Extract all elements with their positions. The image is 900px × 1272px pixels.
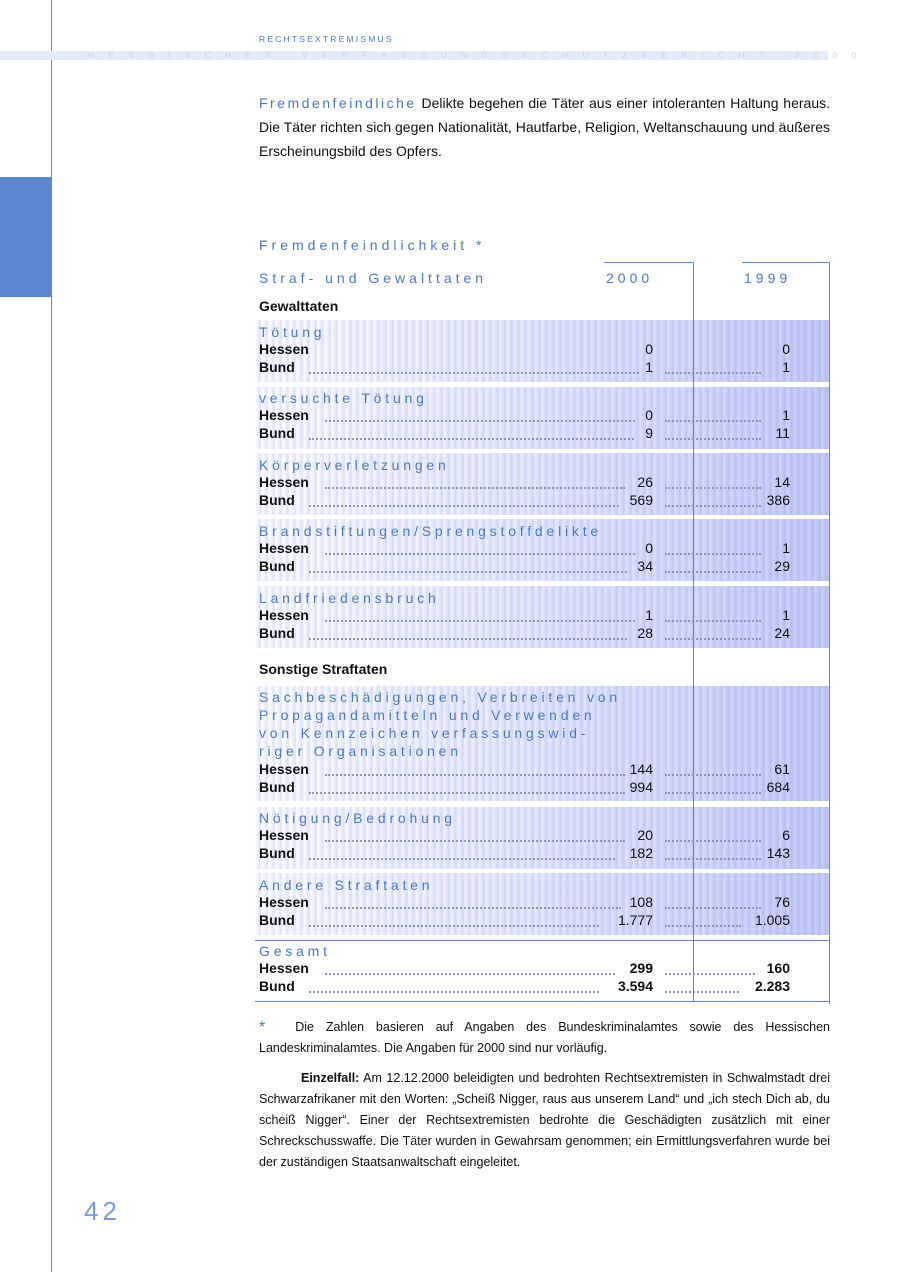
- leader-dots: [325, 618, 635, 622]
- value-2000: 28: [637, 625, 653, 641]
- table-row-bund: [259, 845, 793, 863]
- category-label: versuchte Tötung: [259, 390, 428, 406]
- leader-dots: [309, 370, 639, 374]
- value-1999: 61: [774, 761, 790, 777]
- leader-dots: [665, 772, 761, 776]
- table-row-hessen: [259, 407, 793, 425]
- row-label: Bund: [259, 779, 295, 795]
- page-number: 42: [84, 1196, 121, 1226]
- table-row-hessen: [259, 540, 793, 558]
- case-label: Einzelfall:: [301, 1071, 360, 1085]
- running-header-section: RECHTSEXTREMISMUS: [259, 34, 394, 44]
- row-label: Bund: [259, 558, 295, 574]
- value-2000: 108: [629, 894, 653, 910]
- value-1999: 1: [782, 540, 790, 556]
- row-label: Hessen: [259, 474, 309, 490]
- leader-dots: [665, 905, 761, 909]
- value-2000: 0: [645, 407, 653, 423]
- leader-dots: [665, 838, 761, 842]
- running-header-band: [0, 50, 871, 60]
- case-text: Am 12.12.2000 beleidigten und bedrohten Rechtsextremisten in Schwalmstadt drei Schwarzafrikaner mit den Worten: „Scheiß Nigger, raus aus unserem Land“ und „ich stech Dich ab, du scheiß Nigger“. Einer der Rechtsextremisten bedrohte die Geschädigten zusätzlich mit einer Schreckschusswaffe. Die Täter wurden in Gewahrsam genommen; ein Ermittlungsverfahren wurde bei der zuständigen Staatsanwaltschaft eingeleitet.: [259, 1071, 830, 1169]
- value-1999: 1: [782, 407, 790, 423]
- leader-dots: [325, 971, 615, 975]
- value-2000: 26: [637, 474, 653, 490]
- leader-dots: [665, 551, 761, 555]
- category-label-line: Sachbeschädigungen, Verbreiten von: [259, 689, 621, 705]
- table-row-hessen: [259, 894, 793, 912]
- value-1999: 1.005: [754, 912, 790, 928]
- value-1999: 11: [775, 425, 790, 441]
- header-rule: [742, 262, 830, 263]
- table-row-bund: [259, 625, 793, 643]
- leader-dots: [665, 485, 761, 489]
- value-2000: 569: [629, 492, 653, 508]
- value-1999: 14: [774, 474, 790, 490]
- value-2000: 20: [637, 827, 653, 843]
- footnote: [259, 1017, 830, 1059]
- leader-dots: [309, 503, 619, 507]
- table-row-bund: [259, 779, 793, 797]
- leader-dots: [325, 418, 635, 422]
- intro-text: Delikte begehen die Täter aus einer intoleranten Haltung heraus. Die Täter richten sich gegen Nationalität, Hautfarbe, Religion, Weltanschauung und äußeres Erscheinungsbild des Opfers.: [259, 95, 830, 159]
- leader-dots: [325, 838, 625, 842]
- row-label: Bund: [259, 425, 295, 441]
- leader-dots: [309, 989, 599, 993]
- value-1999: 143: [766, 845, 790, 861]
- table-row-bund-total: [259, 978, 793, 996]
- leader-dots: [325, 772, 625, 776]
- table-row-hessen: [259, 607, 793, 625]
- value-2000: 1.777: [617, 912, 653, 928]
- category-label: Andere Straftaten: [259, 877, 434, 893]
- table-row-hessen-total: [259, 960, 793, 978]
- leader-dots: [325, 485, 625, 489]
- leader-dots: [665, 636, 761, 640]
- total-value-2000: 299: [629, 960, 653, 976]
- category-label-line: riger Organisationen: [259, 743, 462, 759]
- column-header-1999: 1999: [744, 270, 792, 286]
- footnote-text: Die Zahlen basieren auf Angaben des Bundeskriminalamtes sowie des Hessischen Landeskriminalamtes. Die Angaben für 2000 sind nur vorläufig.: [259, 1020, 830, 1055]
- row-label: Bund: [259, 492, 295, 508]
- leader-dots: [665, 370, 761, 374]
- row-label: Hessen: [259, 960, 309, 976]
- value-2000: 144: [629, 761, 653, 777]
- table-row-hessen: [259, 341, 793, 359]
- value-1999: 29: [774, 558, 790, 574]
- category-label: Körperverletzungen: [259, 457, 450, 473]
- value-2000: 1: [645, 359, 653, 375]
- value-1999: 6: [782, 827, 790, 843]
- value-1999: 1: [782, 607, 790, 623]
- total-value-2000: 3.594: [617, 978, 653, 994]
- value-2000: 994: [629, 779, 653, 795]
- leader-dots: [665, 856, 761, 860]
- table-row-hessen: [259, 761, 793, 779]
- category-label: Brandstiftungen/Sprengstoffdelikte: [259, 523, 602, 539]
- row-label: Hessen: [259, 761, 309, 777]
- category-label: Nötigung/Bedrohung: [259, 810, 456, 826]
- total-value-1999: 160: [766, 960, 790, 976]
- table-bottom-rule: [255, 1001, 830, 1002]
- table-row-bund: [259, 425, 793, 443]
- table-title: Fremdenfeindlichkeit *: [259, 237, 486, 253]
- row-label: Bund: [259, 912, 295, 928]
- total-value-1999: 2.283: [754, 978, 790, 994]
- leader-dots: [665, 436, 761, 440]
- section-heading-violent: Gewalttaten: [259, 298, 339, 314]
- row-label: Hessen: [259, 894, 309, 910]
- intro-term: Fremdenfeindliche: [259, 95, 417, 111]
- leader-dots: [665, 618, 761, 622]
- running-header-report: HESSISCHER VERFASSUNGSSCHUTZBERICHT 2000: [88, 50, 871, 60]
- total-rule: [255, 940, 830, 941]
- value-2000: 34: [637, 558, 653, 574]
- row-label: Bund: [259, 359, 295, 375]
- leader-dots: [665, 569, 761, 573]
- value-2000: 1: [645, 607, 653, 623]
- row-label: Hessen: [259, 607, 309, 623]
- leader-dots: [309, 856, 615, 860]
- value-2000: 0: [645, 540, 653, 556]
- category-label-line: Propagandamitteln und Verwenden: [259, 707, 596, 723]
- category-label-line: von Kennzeichen verfassungswid-: [259, 725, 590, 741]
- row-label: Bund: [259, 978, 295, 994]
- table-row-bund: [259, 359, 793, 377]
- value-1999: 1: [782, 359, 790, 375]
- table-row-hessen: [259, 474, 793, 492]
- margin-line: [51, 0, 52, 1272]
- category-label: Tötung: [259, 324, 326, 340]
- leader-dots: [309, 436, 634, 440]
- value-1999: 0: [782, 341, 790, 357]
- row-label: Hessen: [259, 407, 309, 423]
- leader-dots: [665, 503, 761, 507]
- leader-dots: [325, 905, 621, 909]
- leader-dots: [309, 790, 625, 794]
- case-paragraph: [259, 1068, 830, 1173]
- value-2000: 182: [629, 845, 653, 861]
- column-header-2000: 2000: [606, 270, 654, 286]
- table-row-hessen: [259, 827, 793, 845]
- header-rule: [604, 262, 694, 263]
- value-1999: 76: [774, 894, 790, 910]
- leader-dots: [665, 790, 761, 794]
- value-2000: 0: [645, 341, 653, 357]
- total-label: Gesamt: [259, 943, 331, 959]
- row-label: Hessen: [259, 341, 309, 357]
- intro-paragraph: [259, 91, 830, 163]
- table-subtitle: Straf- und Gewalttaten: [259, 270, 488, 286]
- value-1999: 386: [766, 492, 790, 508]
- leader-dots: [309, 569, 627, 573]
- table-right-border: [829, 262, 830, 1004]
- value-1999: 24: [774, 625, 790, 641]
- table-row-bund: [259, 912, 793, 930]
- table-row-bund: [259, 558, 793, 576]
- leader-dots: [665, 418, 761, 422]
- row-label: Bund: [259, 625, 295, 641]
- leader-dots: [325, 551, 635, 555]
- value-1999: 684: [766, 779, 790, 795]
- leader-dots: [665, 923, 741, 927]
- leader-dots: [665, 971, 755, 975]
- row-label: Bund: [259, 845, 295, 861]
- row-label: Hessen: [259, 540, 309, 556]
- value-2000: 9: [645, 425, 653, 441]
- section-heading-other: Sonstige Straftaten: [259, 661, 388, 677]
- table-row-bund: [259, 492, 793, 510]
- leader-dots: [309, 923, 599, 927]
- leader-dots: [309, 636, 627, 640]
- side-tab-marker: [0, 177, 51, 297]
- footnote-mark: *: [259, 1019, 266, 1036]
- row-label: Hessen: [259, 827, 309, 843]
- leader-dots: [665, 989, 739, 993]
- category-label: Landfriedensbruch: [259, 590, 440, 606]
